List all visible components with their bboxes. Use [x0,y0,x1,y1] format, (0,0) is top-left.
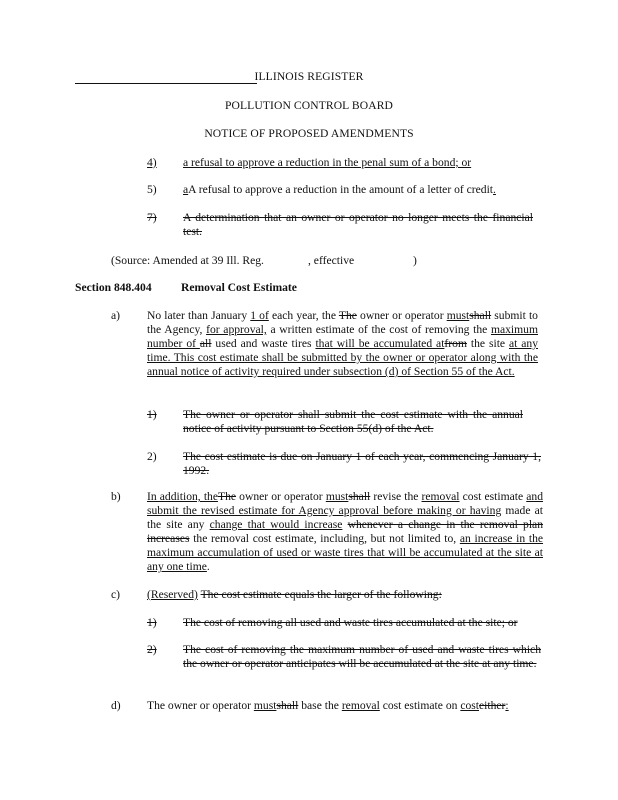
inserted-text: must [446,309,470,322]
text-run: submit to the Agency, [147,309,538,336]
inserted-text: an increase in the maximum accumulation of used or waste tires that will be accumulated at the site at any one time [147,532,544,573]
inserted-text: : [505,699,509,712]
inserted-text: In addition, the [147,490,218,503]
deleted-text: The cost estimate equals the larger of the following: [200,588,442,601]
text-run: used and waste tires [211,337,316,350]
inserted-text: removal [341,699,380,712]
inserted-text: removal [421,490,460,503]
deleted-text: The owner or operator shall submit the cost estimate with the annual notice of activity pursuant to Section 55(d) of the Act. [183,408,523,435]
deleted-text: The cost of removing the maximum number of used and waste tires which the owner or operator anticipates will be accumulated at the site at any time. [183,643,541,670]
inserted-text: change that would increase [209,518,343,531]
inserted-text: at any time. This cost estimate shall be submitted by the owner or operator along with the annual notice of activity required under subsection (d) of Section 55 of the Act. [147,337,539,378]
sub-item-number: 1) [147,616,157,629]
sub-item-number: 1) [147,408,157,421]
list-item-number: 5) [147,183,157,196]
text-run: owner or operator [236,490,326,503]
inserted-text: for approval, [206,323,267,336]
inserted-text: a refusal to approve a reduction in the penal sum of a bond; or [183,156,472,169]
text-run: owner or operator [356,309,447,322]
text-run: revise the [370,490,422,503]
deleted-text: The [338,309,357,322]
sub-item-text [183,643,541,671]
deleted-text: The cost of removing all used and waste tires accumulated at the site; or [183,616,518,629]
text-run: the site [466,337,509,350]
deleted-text: A determination that an owner or operator no longer meets the financial test. [183,211,533,238]
paragraph-b-text [147,490,543,574]
deleted-text: from [444,337,467,350]
notice-title: NOTICE OF PROPOSED AMENDMENTS [204,127,414,140]
source-close: ) [413,254,417,267]
sub-item-text [183,408,523,436]
text-run: base the [298,699,342,712]
deleted-text: all [199,337,212,350]
inserted-text: that will be accumulated at [315,337,445,350]
text-run: each year, the [268,309,339,322]
inserted-text: a [183,183,189,196]
source-effective: , effective [308,254,355,267]
board-title: POLLUTION CONTROL BOARD [224,99,394,112]
section-number: Section 848.404 [75,281,152,294]
deleted-text: shall [469,309,492,322]
paragraph-label: c) [111,588,121,601]
text-run: . [206,560,210,573]
text-run: the removal cost estimate, including, but not limited to, [189,532,460,545]
inserted-text: must [325,490,349,503]
sub-item-number: 2) [147,643,157,656]
inserted-text: 1 of [250,309,269,322]
text-run: No later than January [147,309,251,322]
list-item-number: 7) [147,211,157,224]
paragraph-label: d) [111,699,121,712]
text-run: made at the site any [147,504,543,531]
sub-item-text [183,616,563,630]
text-run: cost estimate on [379,699,461,712]
inserted-text: . [493,183,496,196]
text-run: cost estimate [459,490,527,503]
deleted-text: shall [276,699,299,712]
deleted-text: The [217,490,237,503]
paragraph-d-text [147,699,547,713]
paragraph-a-text [147,309,538,379]
section-title: Removal Cost Estimate [181,281,297,294]
deleted-text: shall [348,490,371,503]
list-item-number: 4) [147,156,157,169]
register-title: ILLINOIS REGISTER [254,70,364,83]
inserted-text: (Reserved) [147,588,198,601]
paragraph-label: b) [111,490,121,503]
text-run: The owner or operator [147,699,254,712]
paragraph-label: a) [111,309,121,322]
list-item-text [183,183,543,197]
sub-item-text [183,450,541,478]
text-run: a written estimate of the cost of removing the [266,323,491,336]
text-run: A refusal to approve a reduction in the amount of a letter of credit [188,183,494,196]
paragraph-c-text [147,588,543,602]
list-item-text [183,211,533,239]
inserted-text: maximum number of [147,323,538,350]
deleted-text: either [479,699,506,712]
sub-item-number: 2) [147,450,157,463]
deleted-text: The cost estimate is due on January 1 of each year, commencing January 1, 1992. [183,450,541,477]
inserted-text: must [253,699,277,712]
list-item-text [183,156,543,170]
source-lead: (Source: Amended at 39 Ill. Reg. [111,254,264,267]
deleted-text: whenever a change in the removal plan increases [147,518,543,545]
inserted-text: and submit the revised estimate for Agency approval before making or having [147,490,543,517]
inserted-text: cost [460,699,479,712]
